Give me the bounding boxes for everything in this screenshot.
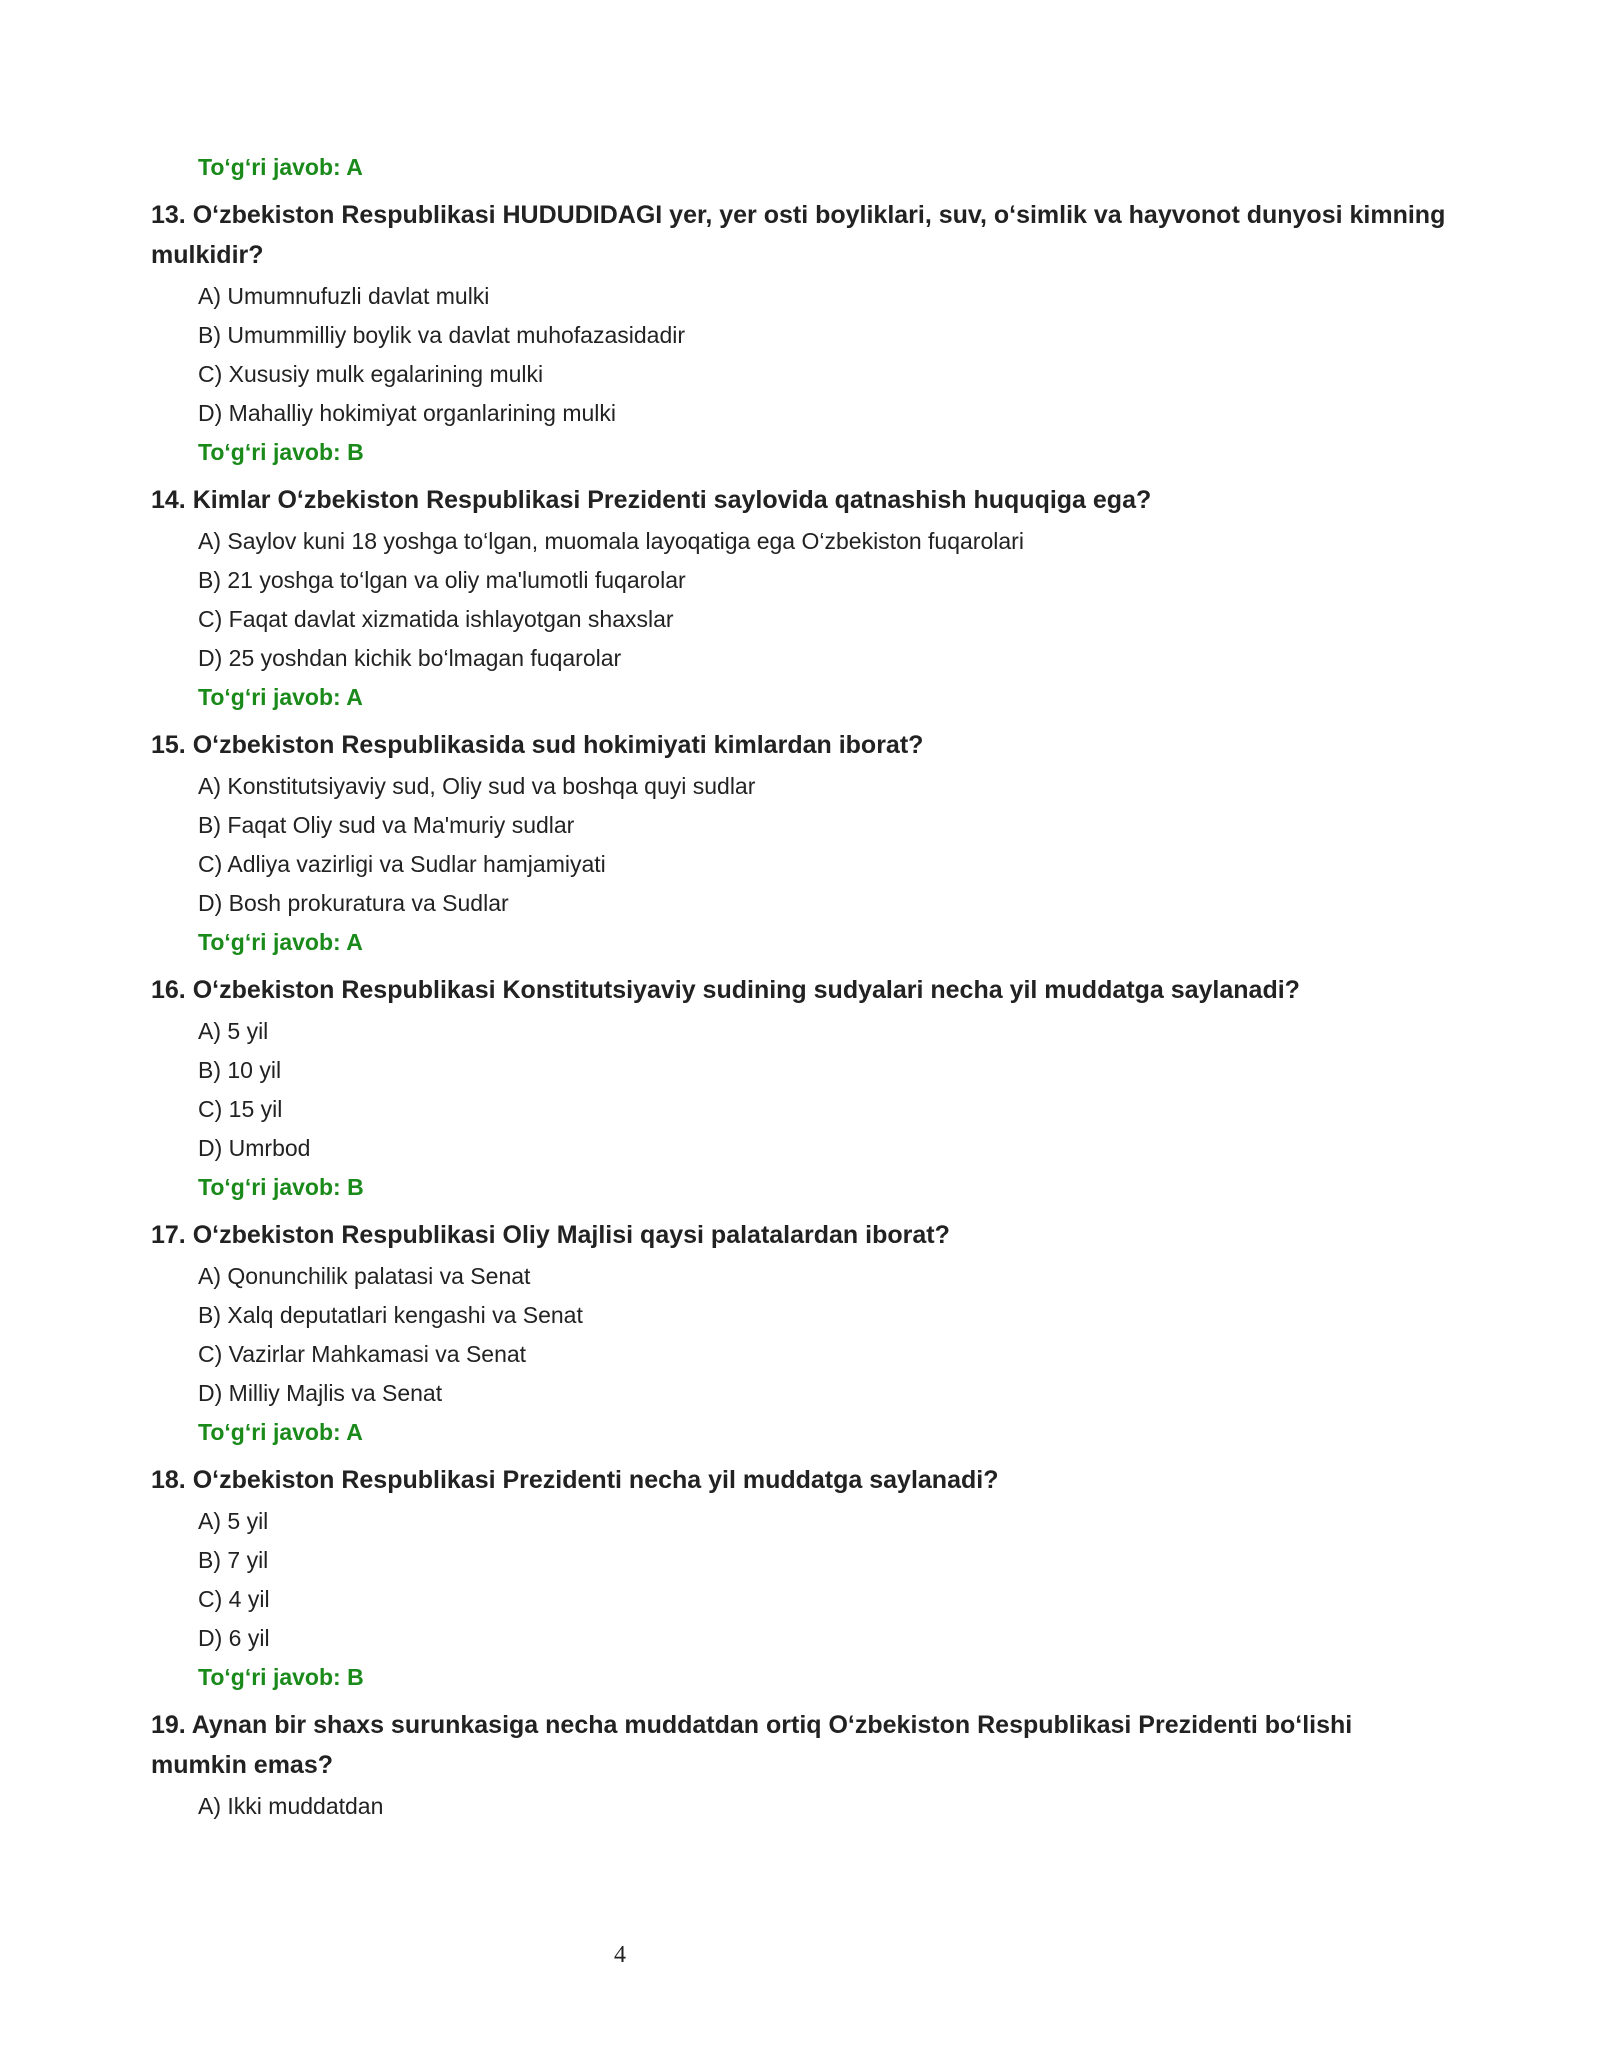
question-18: 18. O‘zbekiston Respublikasi Prezidenti necha yil muddatga saylanadi? — [151, 1466, 999, 1494]
question-19: 19. Aynan bir shaxs surunkasiga necha muddatdan ortiq O‘zbekiston Respublikasi Prezidenti bo‘lishi mumkin emas? — [151, 1711, 1353, 1779]
correct-answer-13: To‘g‘ri javob: B — [198, 439, 364, 465]
correct-answer-15: To‘g‘ri javob: A — [198, 929, 363, 955]
question-17: 17. O‘zbekiston Respublikasi Oliy Majlisi qaysi palatalardan iborat? — [151, 1221, 950, 1249]
option-a: A) 5 yil — [198, 1018, 269, 1044]
options-13 — [198, 277, 1451, 433]
option-a: A) Ikki muddatdan — [198, 1793, 384, 1819]
option-c: C) Adliya vazirligi va Sudlar hamjamiyati — [198, 851, 606, 877]
question-block-19 — [151, 1705, 1451, 1826]
question-14: 14. Kimlar O‘zbekiston Respublikasi Prezidenti saylovida qatnashish huquqiga ega? — [151, 486, 1152, 514]
option-a: A) Konstitutsiyaviy sud, Oliy sud va boshqa quyi sudlar — [198, 773, 756, 799]
options-17 — [198, 1257, 1451, 1413]
question-block-15 — [151, 725, 1451, 962]
correct-answer-14: To‘g‘ri javob: A — [198, 684, 363, 710]
question-block-14 — [151, 480, 1451, 717]
option-d: D) Mahalliy hokimiyat organlarining mulki — [198, 400, 616, 426]
option-a: A) Umumnufuzli davlat mulki — [198, 283, 490, 309]
option-d: D) Umrbod — [198, 1135, 311, 1161]
question-block-17 — [151, 1215, 1451, 1452]
option-c: C) 15 yil — [198, 1096, 283, 1122]
page-number: 4 — [614, 1942, 626, 1968]
option-b: B) Umummilliy boylik va davlat muhofazasidadir — [198, 322, 685, 348]
option-c: C) 4 yil — [198, 1586, 270, 1612]
option-b: B) Faqat Oliy sud va Ma'muriy sudlar — [198, 812, 575, 838]
question-13: 13. O‘zbekiston Respublikasi HUDUDIDAGI yer, yer osti boyliklari, suv, o‘simlik va hayvonot dunyosi kimning mulkidir? — [151, 201, 1446, 269]
options-15 — [198, 767, 1451, 923]
options-19 — [198, 1787, 1451, 1826]
correct-answer-12: To‘g‘ri javob: A — [198, 154, 363, 180]
question-16: 16. O‘zbekiston Respublikasi Konstitutsiyaviy sudining sudyalari necha yil muddatga saylanadi? — [151, 976, 1300, 1004]
option-b: B) 10 yil — [198, 1057, 282, 1083]
option-d: D) Bosh prokuratura va Sudlar — [198, 890, 509, 916]
option-b: B) Xalq deputatlari kengashi va Senat — [198, 1302, 583, 1328]
quiz-content — [151, 148, 1451, 1834]
option-c: C) Vazirlar Mahkamasi va Senat — [198, 1341, 527, 1367]
option-c: C) Xususiy mulk egalarining mulki — [198, 361, 544, 387]
question-15: 15. O‘zbekiston Respublikasida sud hokimiyati kimlardan iborat? — [151, 731, 924, 759]
correct-answer-18: To‘g‘ri javob: B — [198, 1664, 364, 1690]
option-a: A) Qonunchilik palatasi va Senat — [198, 1263, 531, 1289]
question-block-16 — [151, 970, 1451, 1207]
option-a: A) Saylov kuni 18 yoshga to‘lgan, muomala layoqatiga ega O‘zbekiston fuqarolari — [198, 528, 1024, 554]
question-block-13 — [151, 195, 1451, 472]
option-d: D) Milliy Majlis va Senat — [198, 1380, 443, 1406]
correct-answer-17: To‘g‘ri javob: A — [198, 1419, 363, 1445]
option-a: A) 5 yil — [198, 1508, 269, 1534]
correct-answer-16: To‘g‘ri javob: B — [198, 1174, 364, 1200]
options-16 — [198, 1012, 1451, 1168]
option-d: D) 25 yoshdan kichik bo‘lmagan fuqarolar — [198, 645, 622, 671]
options-14 — [198, 522, 1451, 678]
question-block-18 — [151, 1460, 1451, 1697]
option-b: B) 21 yoshga to‘lgan va oliy ma'lumotli fuqarolar — [198, 567, 686, 593]
options-18 — [198, 1502, 1451, 1658]
option-c: C) Faqat davlat xizmatida ishlayotgan shaxslar — [198, 606, 674, 632]
option-d: D) 6 yil — [198, 1625, 270, 1651]
option-b: B) 7 yil — [198, 1547, 269, 1573]
